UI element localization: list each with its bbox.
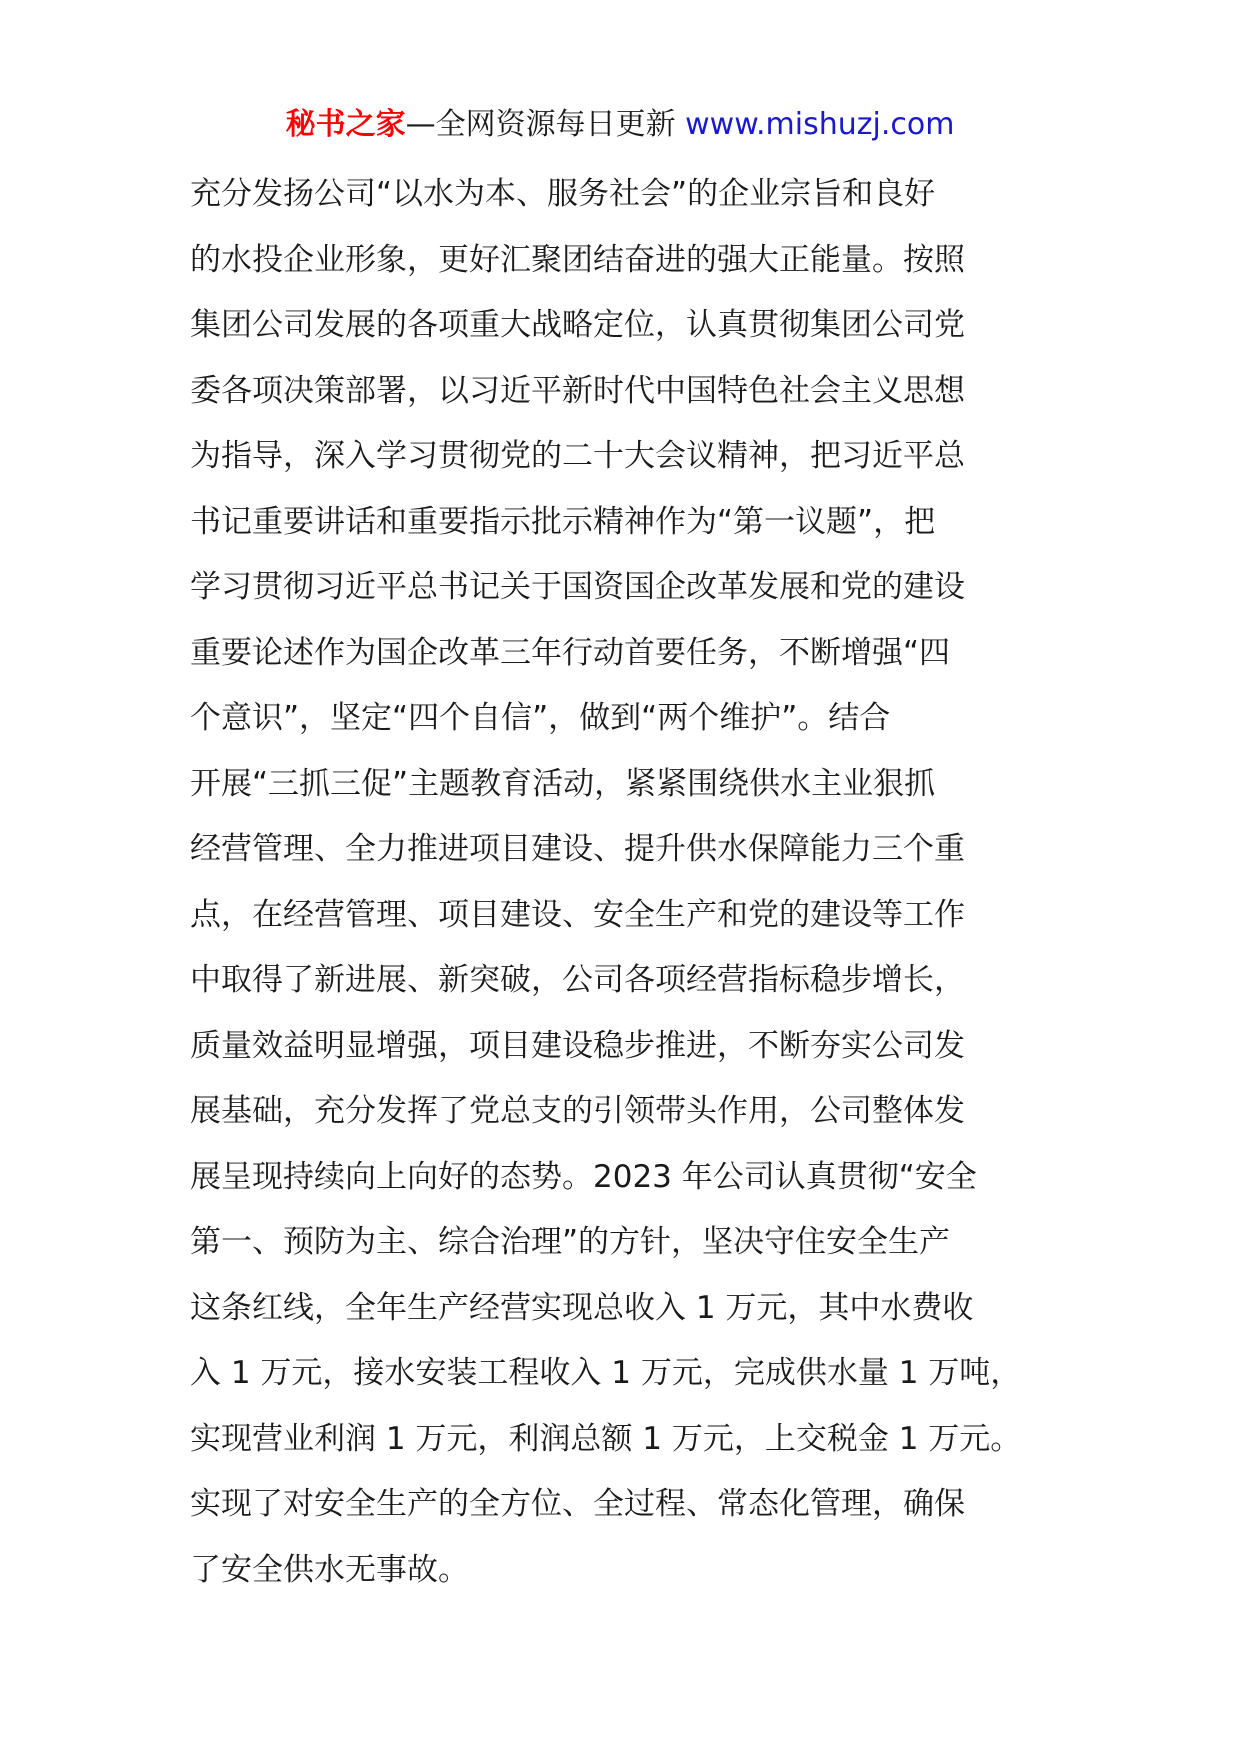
brand-name: 秘书之家 <box>285 107 406 142</box>
text-line: 中取得了新进展、新突破，公司各项经营指标稳步增长， <box>190 962 965 998</box>
text-line: 入 1 万元，接水安装工程收入 1 万元，完成供水量 1 万吨， <box>190 1355 1022 1391</box>
text-line: 个意识”，坚定“四个自信”，做到“两个维护”。结合 <box>190 700 891 736</box>
text-line: 实现营业利润 1 万元，利润总额 1 万元，上交税金 1 万元。 <box>190 1420 1022 1457</box>
text-line: 了安全供水无事故。 <box>190 1551 469 1588</box>
text-line: 书记重要讲话和重要指示批示精神作为“第一议题”，把 <box>190 503 936 540</box>
page-header <box>0 100 1240 150</box>
text-line: 集团公司发展的各项重大战略定位，认真贯彻集团公司党 <box>190 307 965 343</box>
site-url-link[interactable]: www.mishuzj.com <box>685 107 955 142</box>
text-line: 实现了对安全生产的全方位、全过程、常态化管理，确保 <box>190 1486 965 1522</box>
text-line: 经营管理、全力推进项目建设、提升供水保障能力三个重 <box>190 831 965 867</box>
text-line: 的水投企业形象，更好汇聚团结奋进的强大正能量。按照 <box>190 241 965 278</box>
document-body <box>190 162 1070 1603</box>
text-line: 为指导，深入学习贯彻党的二十大会议精神，把习近平总 <box>190 438 965 474</box>
text-line: 重要论述作为国企改革三年行动首要任务，不断增强“四 <box>190 634 951 671</box>
text-line: 这条红线，全年生产经营实现总收入 1 万元，其中水费收 <box>190 1289 974 1326</box>
text-line: 委各项决策部署，以习近平新时代中国特色社会主义思想 <box>190 372 965 409</box>
text-line: 展基础，充分发挥了党总支的引领带头作用，公司整体发 <box>190 1093 965 1129</box>
text-line: 开展“三抓三促”主题教育活动，紧紧围绕供水主业狠抓 <box>190 765 936 802</box>
text-line: 学习贯彻习近平总书记关于国资国企改革发展和党的建设 <box>190 569 965 605</box>
header-tagline: —全网资源每日更新 <box>405 107 686 142</box>
text-line: 点，在经营管理、项目建设、安全生产和党的建设等工作 <box>190 896 965 933</box>
text-line: 质量效益明显增强，项目建设稳步推进，不断夯实公司发 <box>190 1027 965 1064</box>
text-line: 充分发扬公司“以水为本、服务社会”的企业宗旨和良好 <box>190 176 936 212</box>
text-line: 展呈现持续向上向好的态势。2023 年公司认真贯彻“安全 <box>190 1158 977 1195</box>
text-line: 第一、预防为主、综合治理”的方针，坚决守住安全生产 <box>190 1224 951 1260</box>
